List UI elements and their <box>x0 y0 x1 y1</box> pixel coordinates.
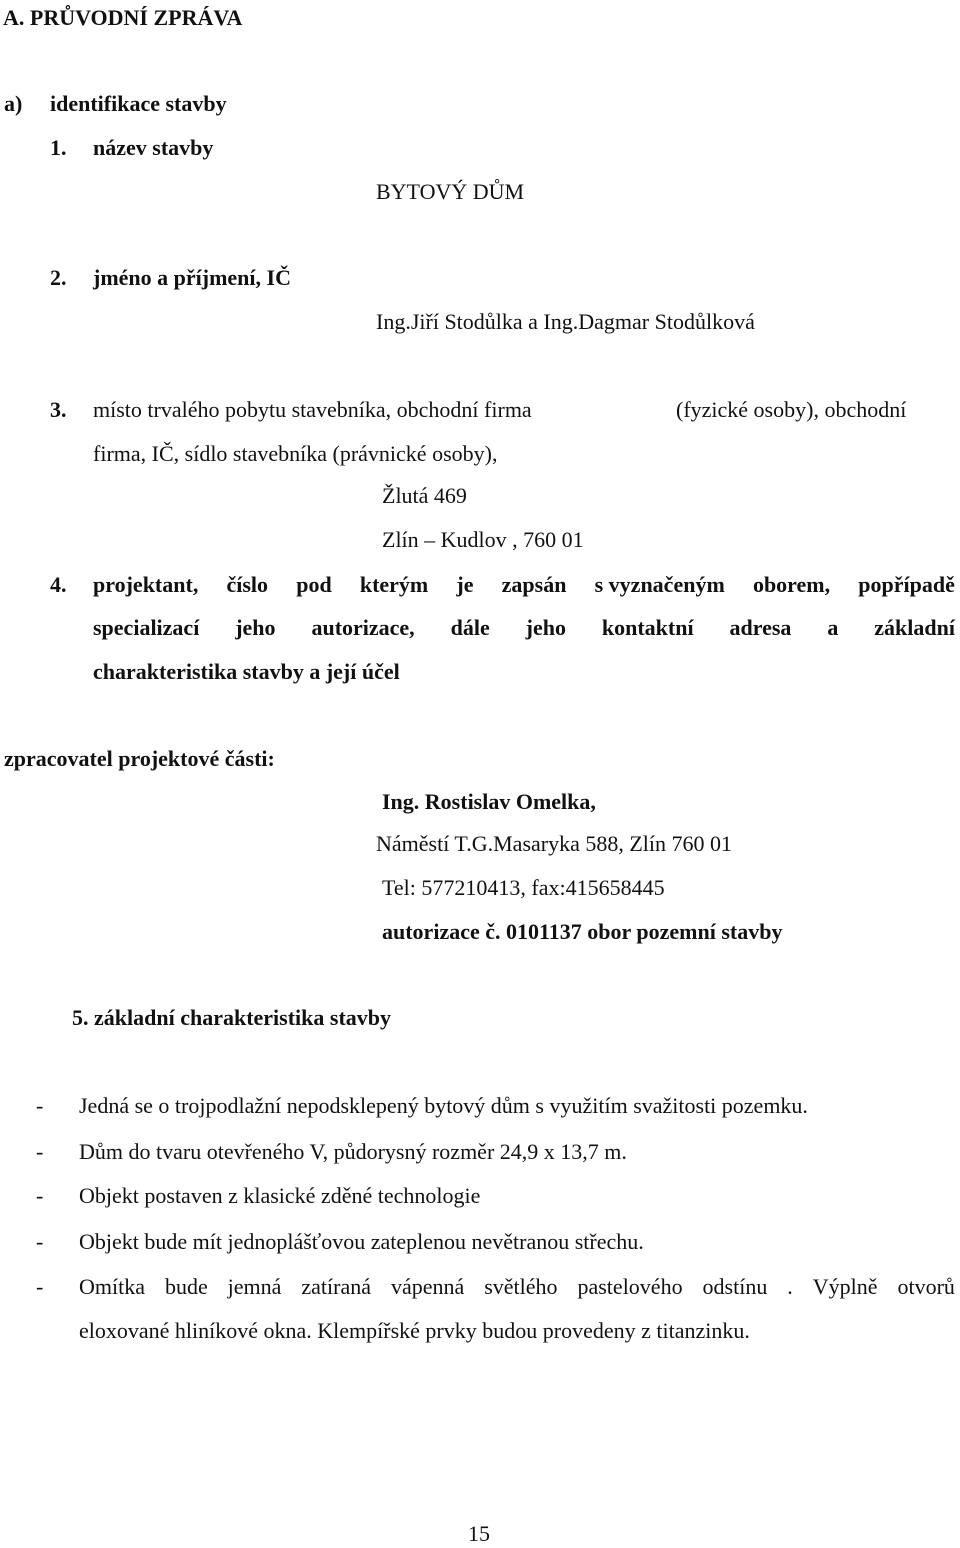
item4-word: kontaktní <box>601 615 694 640</box>
bullet-5-word: bude <box>164 1274 208 1299</box>
bullet-5-word: . <box>787 1274 793 1299</box>
bullet-5-line2: eloxované hliníkové okna. Klempířské prvky budou provedeny z titanzinku. <box>79 1318 750 1343</box>
item3-label-line1-part2: (fyzické osoby), obchodní <box>676 397 907 422</box>
item4-word: zapsán <box>501 572 567 597</box>
bullet-dash: - <box>36 1139 44 1164</box>
item2-number: 2. <box>50 265 67 290</box>
bullet-dash: - <box>36 1093 44 1118</box>
bullet-5-word: světlého <box>484 1274 558 1299</box>
item4-number: 4. <box>50 572 67 597</box>
item3-label-line1-part1: místo trvalého pobytu stavebníka, obchodní firma <box>93 397 532 422</box>
item4-word: oborem, <box>752 572 831 597</box>
bullet-5-word: Omítka <box>79 1274 145 1299</box>
item4-line2 <box>93 614 955 642</box>
bullet-5-word: zatíraná <box>301 1274 371 1299</box>
item4-word: adresa <box>729 615 792 640</box>
processor-name: Ing. Rostislav Omelka, <box>382 789 596 814</box>
item4-word: je <box>456 572 474 597</box>
item1-value: BYTOVÝ DŮM <box>376 179 525 204</box>
processor-contact: Tel: 577210413, fax:415658445 <box>382 875 665 900</box>
item2-label: jméno a příjmení, IČ <box>93 265 291 290</box>
bullet-1: Jedná se o trojpodlažní nepodsklepený bytový dům s využitím svažitosti pozemku. <box>79 1093 808 1118</box>
item4-word: pod <box>296 572 332 597</box>
item4-word: číslo <box>226 572 269 597</box>
bullet-2: Dům do tvaru otevřeného V, půdorysný rozměr 24,9 x 13,7 m. <box>79 1139 627 1164</box>
bullet-3: Objekt postaven z klasické zděné technologie <box>79 1183 481 1208</box>
item1-label: název stavby <box>93 135 214 160</box>
bullet-4: Objekt bude mít jednoplášťovou zateplenou nevětranou střechu. <box>79 1229 644 1254</box>
item4-line3: charakteristika stavby a její účel <box>93 659 400 684</box>
bullet-dash: - <box>36 1274 44 1299</box>
item4-word: s vyznačeným <box>594 572 725 597</box>
processor-label: zpracovatel projektové části: <box>4 746 275 771</box>
page-number: 15 <box>468 1521 490 1546</box>
document-heading: A. PRŮVODNÍ ZPRÁVA <box>3 5 243 30</box>
bullet-5-word: vápenná <box>390 1274 465 1299</box>
bullet-5-word: pastelového <box>577 1274 683 1299</box>
bullet-5-line1 <box>79 1273 955 1301</box>
item5-title: 5. základní charakteristika stavby <box>72 1005 392 1030</box>
item3-address-street: Žlutá 469 <box>382 483 467 508</box>
item4-word: základní <box>874 615 955 640</box>
bullet-5-word: otvorů <box>897 1274 955 1299</box>
item3-label-line2: firma, IČ, sídlo stavebníka (právnické osoby), <box>93 441 498 466</box>
bullet-5-word: odstínu <box>702 1274 768 1299</box>
item4-word: jeho <box>525 615 566 640</box>
processor-address: Náměstí T.G.Masaryka 588, Zlín 760 01 <box>376 831 733 856</box>
bullet-5-word: jemná <box>227 1274 282 1299</box>
item4-word: jeho <box>235 615 276 640</box>
bullet-dash: - <box>36 1183 44 1208</box>
item4-word: popřípadě <box>858 572 955 597</box>
item2-value: Ing.Jiří Stodůlka a Ing.Dagmar Stodůlková <box>376 309 755 334</box>
item4-word: projektant, <box>93 572 199 597</box>
section-a-marker: a) <box>4 91 23 116</box>
item4-word: kterým <box>359 572 429 597</box>
processor-authorization: autorizace č. 0101137 obor pozemní stavby <box>382 919 783 944</box>
item4-word: autorizace, <box>311 615 415 640</box>
item4-word: specializací <box>93 615 200 640</box>
item3-address-city: Zlín – Kudlov , 760 01 <box>382 527 584 552</box>
item4-word: a <box>827 615 839 640</box>
item4-word: dále <box>450 615 490 640</box>
section-a-title: identifikace stavby <box>50 91 227 116</box>
bullet-5-word: Výplně <box>812 1274 878 1299</box>
bullet-dash: - <box>36 1229 44 1254</box>
item4-line1 <box>93 571 955 599</box>
item3-number: 3. <box>50 397 67 422</box>
item1-number: 1. <box>50 135 67 160</box>
